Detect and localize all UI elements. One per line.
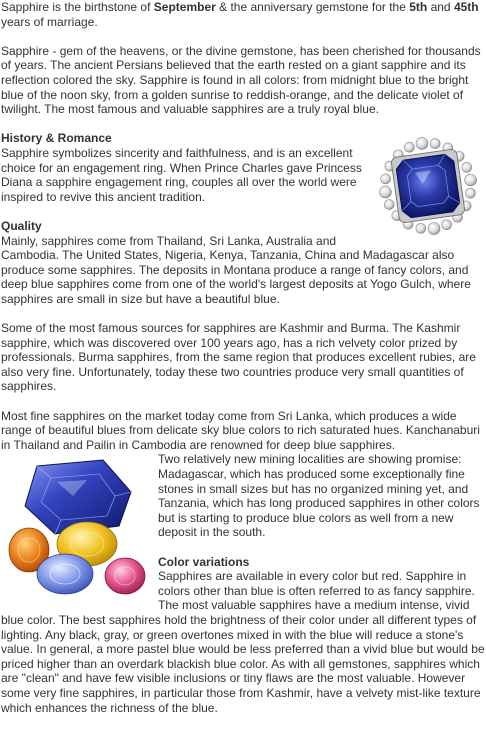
sri-lanka-paragraph: Most fine sapphires on the market today come from Sri Lanka, which produces a wide range of beautiful blues from delicate sky blue colors to rich saturated hues. Kanchanaburi in Thailand and Pailin in Cambodia are renowned for deep blue sapphires. <box>1 408 480 452</box>
color-variations-paragraph: Sapphires are available in every color but red. Sapphire in colors other than blue is often referred to as fancy sapphire. The most valuable sapphires have a medium intense, vivid blue color. The best sapphires hold the brightness of their color under all different types of lighting. Any black, gray, or green overtones mixed in with the blue will reduce a stone's value. In general, a more pastel blue would be less preferred than a vivid blue but would be priced higher than an overdark blackish blue color. As with all gemstones, sapphires which are "clean" and have few visible inclusions or tiny flaws are the most valuable. However some very fine sapphires, in particular those from Kashmir, have a velvety mist-like texture which enhances the richness of the blue. <box>1 569 485 715</box>
article <box>1 0 485 730</box>
birth-month: September <box>153 0 216 14</box>
anniversary-year: 5th <box>409 0 428 14</box>
intro-text: Sapphire is the birthstone of <box>1 0 154 14</box>
quality-heading: Quality <box>1 218 42 233</box>
new-localities-paragraph: Two relatively new mining localities are showing promise: Madagascar, which has produced some exceptionally fine stones in small sizes but has no organized mining yet, and Tanzania, which has long produced sapphires in other colors but is starting to produce blue colors as well from a new deposit in the south. <box>158 452 480 540</box>
anniversary-year: 45th <box>453 0 479 14</box>
intro-text: & the anniversary gemstone for the <box>215 0 410 14</box>
intro-text: and <box>427 0 454 14</box>
famous-sources-paragraph: Some of the most famous sources for sapphires are Kashmir and Burma. The Kashmir sapphire, which was discovered over 100 years ago, has a rich velvety color prized by professionals. Burma sapphires, from the same region that produces excellent rubies, are also very fine. Unfortunately, today these two countries produce very small quantities of sapphires. <box>1 321 476 394</box>
history-heading: History & Romance <box>1 131 112 146</box>
color-variations-heading: Color variations <box>158 554 250 569</box>
history-paragraph: Sapphire symbolizes sincerity and faithfulness, and is an excellent choice for an engagement ring. When Prince Charles gave Princess Diana a sapphire engagement ring, couples all over the world were inspired to revive this ancient tradition. <box>1 145 362 204</box>
colored-sapphires-image <box>7 452 152 597</box>
quality-paragraph: Mainly, sapphires come from Thailand, Sri Lanka, Australia and Cambodia. The United States, Nigeria, Kenya, Tanzania, China and Madagascar also produce some sapphires. The deposits in Montana produce a range of fancy colors, and deep blue sapphires come from one of the world's largest deposits at Yogo Gulch, where sapphires are small in size but have a beautiful blue. <box>1 233 471 306</box>
gem-of-heavens-paragraph: Sapphire - gem of the heavens, or the divine gemstone, has been cherished for thousands of years. The ancient Persians believed that the earth rested on a giant sapphire and its reflection colored the sky. Sapphire is found in all colors: from midnight blue to the bright blue of the noon sky, from a golden sunrise to reddish-orange, and the delicate violet of twilight. The most famous and valuable sapphires are a truly royal blue. <box>1 43 481 117</box>
intro-text: years of marriage. <box>1 14 98 29</box>
sapphire-ring-image <box>373 131 483 241</box>
intro-paragraph <box>1 0 485 29</box>
